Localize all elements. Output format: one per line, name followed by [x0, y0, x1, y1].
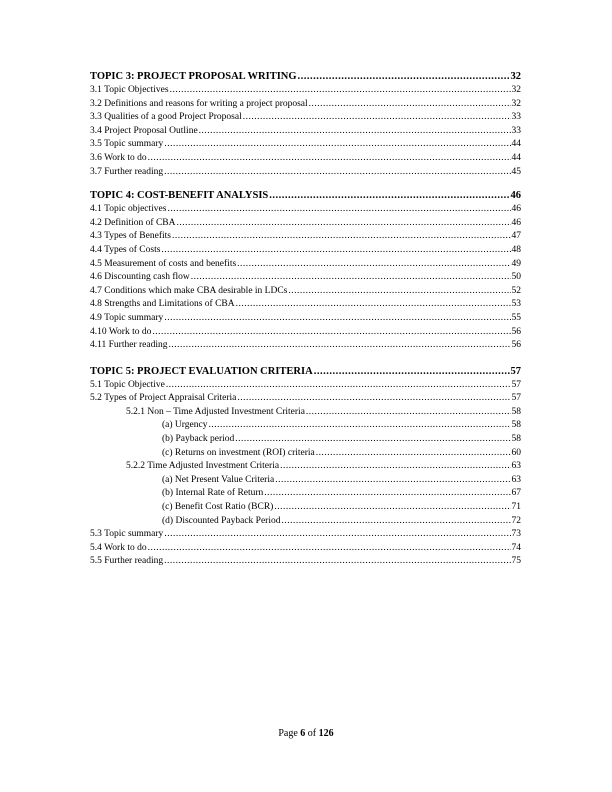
toc-entry-title: 4.2 Definition of CBA — [90, 217, 176, 228]
dot-leader — [237, 258, 510, 272]
toc-entry[interactable] — [90, 125, 521, 139]
dot-leader — [208, 419, 510, 433]
dot-leader — [275, 474, 510, 488]
toc-entry-title: (a) Net Present Value Criteria — [162, 474, 275, 485]
toc-entry[interactable] — [90, 138, 521, 152]
toc-entry[interactable] — [90, 244, 521, 258]
toc-entry-title: 5.1 Topic Objective — [90, 379, 165, 390]
toc-entry-title: (c) Returns on investment (ROI) criteria — [162, 447, 315, 458]
footer-total-pages: 126 — [318, 728, 334, 739]
toc-entry[interactable] — [90, 258, 521, 272]
toc-subentry[interactable] — [90, 447, 521, 461]
dot-leader — [316, 447, 511, 461]
toc-page-number: 58 — [511, 406, 521, 417]
toc-page-number: 57 — [511, 379, 521, 390]
toc-page-number: 47 — [511, 231, 521, 242]
toc-entry-title: 4.5 Measurement of costs and benefits — [90, 258, 237, 269]
toc-entry-title: 3.7 Further reading — [90, 166, 164, 177]
toc-entry[interactable] — [90, 84, 521, 98]
toc-entry[interactable] — [90, 379, 521, 393]
toc-entry[interactable] — [90, 392, 521, 406]
toc-page-number: 33 — [511, 125, 521, 136]
toc-page-number: 32 — [510, 71, 521, 82]
dot-leader — [235, 433, 510, 447]
toc-page-number: 67 — [511, 488, 521, 499]
toc-page-number: 49 — [511, 258, 521, 269]
section-spacer — [90, 179, 521, 189]
dot-leader — [164, 528, 510, 542]
dot-leader — [148, 542, 511, 556]
dot-leader — [191, 271, 511, 285]
toc-subentry[interactable] — [90, 406, 521, 420]
dot-leader — [281, 515, 510, 529]
toc-entry-title: (d) Discounted Payback Period — [162, 515, 281, 526]
toc-subentry[interactable] — [90, 419, 521, 433]
toc-entry-title: 5.4 Work to do — [90, 542, 147, 553]
toc-entry[interactable] — [90, 230, 521, 244]
toc-entry-title: (b) Internal Rate of Return — [162, 488, 264, 499]
toc-page-number: 60 — [511, 447, 521, 458]
footer-of-label: of — [307, 728, 317, 739]
toc-entry-title: 4.4 Types of Costs — [90, 244, 161, 255]
toc-entry-title: 3.6 Work to do — [90, 152, 147, 163]
toc-entry-title: 5.2 Types of Project Appraisal Criteria — [90, 393, 237, 404]
toc-entry-title: 5.2.1 Non – Time Adjusted Investment Criteria — [126, 406, 305, 417]
dot-leader — [166, 379, 511, 393]
dot-leader — [243, 111, 511, 125]
toc-entry-title: 4.10 Work to do — [90, 326, 152, 337]
dot-leader — [164, 312, 510, 326]
toc-entry-title: 3.4 Project Proposal Outline — [90, 125, 198, 136]
toc-heading-title: TOPIC 4: COST-BENEFIT ANALYSIS — [90, 190, 269, 202]
toc-page-number: 55 — [511, 312, 521, 323]
toc-entry[interactable] — [90, 312, 521, 326]
toc-entry-title: (c) Benefit Cost Ratio (BCR) — [162, 502, 274, 513]
toc-page-number: 44 — [511, 152, 521, 163]
toc-entry[interactable] — [90, 555, 521, 569]
dot-leader — [288, 285, 510, 299]
toc-page-number: 58 — [511, 434, 521, 445]
toc-entry-title: 3.5 Topic summary — [90, 139, 164, 150]
toc-subentry[interactable] — [90, 460, 521, 474]
toc-page-number: 46 — [511, 204, 521, 215]
toc-entry-title: 5.2.2 Time Adjusted Investment Criteria — [126, 461, 280, 472]
toc-page-number: 52 — [511, 285, 521, 296]
dot-leader — [309, 98, 511, 112]
toc-entry[interactable] — [90, 326, 521, 340]
toc-entry[interactable] — [90, 217, 521, 231]
dot-leader — [168, 339, 510, 353]
toc-entry-title: 4.8 Strengths and Limitations of CBA — [90, 299, 235, 310]
dot-leader — [314, 365, 510, 379]
toc-entry[interactable] — [90, 98, 521, 112]
toc-subentry[interactable] — [90, 474, 521, 488]
toc-page-number: 73 — [511, 529, 521, 540]
toc-page-number: 32 — [511, 98, 521, 109]
dot-leader — [269, 189, 509, 203]
dot-leader — [298, 70, 510, 84]
dot-leader — [161, 244, 510, 258]
toc-entry[interactable] — [90, 271, 521, 285]
toc-entry-title: (b) Payback period — [162, 434, 235, 445]
toc-page-number: 71 — [511, 502, 521, 513]
toc-subentry[interactable] — [90, 515, 521, 529]
toc-entry-title: 3.3 Qualities of a good Project Proposal — [90, 112, 242, 123]
toc-page-number: 56 — [511, 326, 521, 337]
toc-heading-topic-5[interactable] — [90, 365, 521, 379]
toc-page-number: 75 — [511, 556, 521, 567]
page-footer — [0, 728, 612, 739]
toc-page-number: 46 — [511, 217, 521, 228]
dot-leader — [199, 125, 511, 139]
toc-entry-title: 4.11 Further reading — [90, 340, 168, 351]
toc-entry-title: 4.1 Topic objectives — [90, 204, 167, 215]
toc-page-number: 50 — [511, 272, 521, 283]
toc-page-number: 32 — [511, 85, 521, 95]
dot-leader — [164, 166, 510, 180]
footer-page-label: Page — [278, 728, 298, 739]
dot-leader — [170, 84, 511, 98]
toc-page-number: 74 — [511, 542, 521, 553]
toc-entry-title: 5.3 Topic summary — [90, 529, 164, 540]
dot-leader — [274, 501, 510, 515]
toc-entry-title: 4.7 Conditions which make CBA desirable in LDCs — [90, 285, 288, 296]
toc-page-number: 63 — [511, 461, 521, 472]
toc-entry-title: 4.6 Discounting cash flow — [90, 272, 190, 283]
footer-current-page: 6 — [300, 728, 306, 739]
toc-entry-title: 5.5 Further reading — [90, 556, 164, 567]
dot-leader — [164, 555, 510, 569]
toc-heading-title: TOPIC 3: PROJECT PROPOSAL WRITING — [90, 71, 297, 82]
toc-entry-title: 3.1 Topic Objectives — [90, 85, 169, 95]
dot-leader — [236, 298, 511, 312]
toc-entry[interactable] — [90, 542, 521, 556]
toc-entry-title: 4.3 Types of Benefits — [90, 231, 171, 242]
toc-page-number: 33 — [511, 112, 521, 123]
toc-heading-title: TOPIC 5: PROJECT EVALUATION CRITERIA — [90, 365, 313, 377]
section-spacer — [90, 353, 521, 365]
dot-leader — [280, 460, 510, 474]
toc-page-number: 57 — [510, 365, 521, 377]
toc-entry[interactable] — [90, 111, 521, 125]
toc-entry-title: (a) Urgency — [162, 420, 208, 431]
toc-entry[interactable] — [90, 203, 521, 217]
toc-heading-topic-4[interactable] — [90, 189, 521, 203]
toc-entry[interactable] — [90, 528, 521, 542]
toc-entry[interactable] — [90, 285, 521, 299]
dot-leader — [177, 217, 511, 231]
toc-entry[interactable] — [90, 152, 521, 166]
dot-leader — [148, 152, 511, 166]
dot-leader — [264, 487, 510, 501]
toc-page-number: 48 — [511, 244, 521, 255]
dot-leader — [152, 326, 510, 340]
toc-heading-topic-3[interactable] — [90, 70, 521, 84]
toc-entry[interactable] — [90, 339, 521, 353]
dot-leader — [237, 392, 510, 406]
toc-subentry[interactable] — [90, 433, 521, 447]
toc-page-number: 53 — [511, 299, 521, 310]
toc-page-number: 63 — [511, 474, 521, 485]
toc-subentry[interactable] — [90, 501, 521, 515]
toc-page-number: 45 — [511, 166, 521, 177]
toc-page-number: 46 — [510, 190, 521, 202]
dot-leader — [164, 138, 510, 152]
toc-page-number: 44 — [511, 139, 521, 150]
toc-subentry[interactable] — [90, 487, 521, 501]
dot-leader — [306, 406, 511, 420]
toc-page-number: 57 — [511, 393, 521, 404]
toc-entry-title: 4.9 Topic summary — [90, 312, 164, 323]
toc-page-number: 56 — [511, 340, 521, 351]
toc-entry-title: 3.2 Definitions and reasons for writing a project proposal — [90, 98, 308, 109]
toc-page-number: 58 — [511, 420, 521, 431]
dot-leader — [172, 230, 511, 244]
dot-leader — [167, 203, 510, 217]
toc-entry[interactable] — [90, 298, 521, 312]
table-of-contents — [90, 70, 521, 569]
toc-page-number: 72 — [511, 515, 521, 526]
toc-entry[interactable] — [90, 166, 521, 180]
